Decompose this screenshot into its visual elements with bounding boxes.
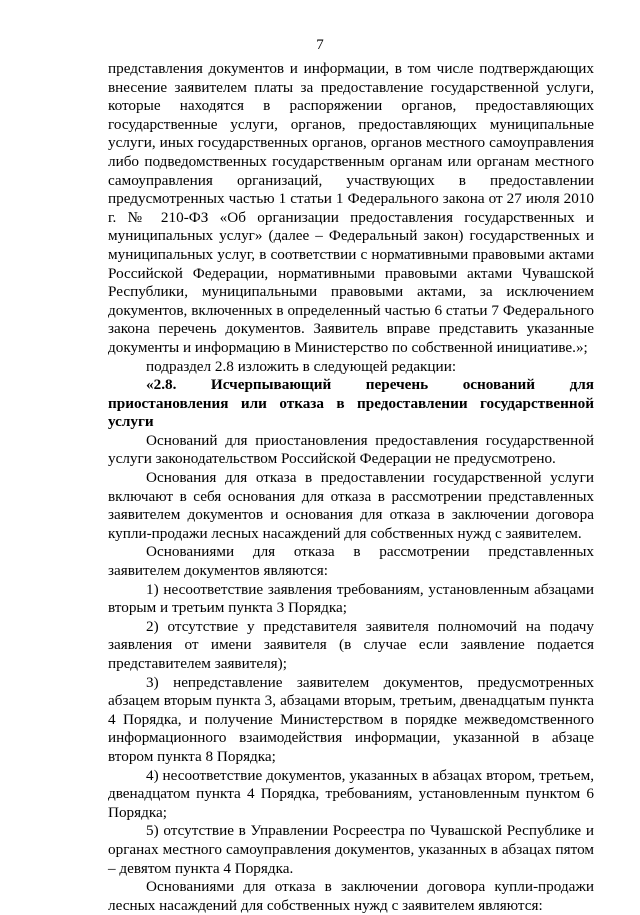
list-item-2: 2) отсутствие у представителя заявителя полномочий на подачу заявления от имени заявителя (в случае если заявление подается представителем заявителя); [108, 617, 594, 672]
section-heading-2-8: «2.8. Исчерпывающий перечень оснований для приостановления или отказа в предоставлении государственной услуги [108, 376, 594, 431]
paragraph-subsection-instruction: подраздел 2.8 изложить в следующей редакции: [146, 357, 457, 375]
page-number: 7 [316, 37, 324, 53]
paragraph-refusal-grounds-overview: Основания для отказа в предоставлении государственной услуги включают в себя основания для отказа в рассмотрении представленных заявителем документов и основания для отказа в заключении договора купли-продажи лесных насаждений для собственных нужд с заявителем. [108, 469, 594, 542]
list-item-5: 5) отсутствие в Управлении Росреестра по Чувашской Республике и органах местного самоуправления документов, указанных в абзацах пятом – девятом пункта 4 Порядка. [108, 822, 594, 877]
paragraph-no-suspension-grounds: Оснований для приостановления предоставления государственной услуги законодательством Российской Федерации не предусмотрено. [108, 431, 594, 468]
document-body [108, 60, 594, 915]
list-item-1: 1) несоответствие заявления требованиям, установленным абзацами вторым и третьим пункта 3 Порядка; [108, 580, 594, 617]
list-item-3: 3) непредставление заявителем документов, предусмотренных абзацем вторым пункта 3, абзацами вторым, третьим, двенадцатым пункта 4 Порядка, и получение Министерством в порядке межведомственного информационного взаимодействия информации, указанной в абзаце втором пункта 8 Порядка; [108, 673, 594, 765]
paragraph-refusal-contract-intro: Основаниями для отказа в заключении договора купли-продажи лесных насаждений для собственных нужд с заявителем являются: [108, 878, 594, 914]
paragraph-documents-continuation: представления документов и информации, в том числе подтверждающих внесение заявителем платы за предоставление государственной услуги, которые находятся в распоряжении органов, предоставляющих государственные услуги, органов, предоставляющих муниципальные услуги, иных государственных органов, органов местного самоуправления либо подведомственных государственным органам или органам местного самоуправления организаций, участвующих в предоставлении предусмотренных частью 1 статьи 1 Федерального закона от 27 июля 2010 г. № 210-ФЗ «Об организации предоставления государственных и муниципальных услуг» (далее – Федеральный закон) государственных и муниципальных услуг, в соответствии с нормативными правовыми актами Российской Федерации, нормативными правовыми актами Чувашской Республики, муниципальными правовыми актами, за исключением документов, включенных в определенный частью 6 статьи 7 Федерального закона перечень документов. Заявитель вправе представить указанные документы и информацию в Министерство по собственной инициативе.»; [108, 60, 594, 356]
paragraph-refusal-review-intro: Основаниями для отказа в рассмотрении представленных заявителем документов являются: [108, 543, 594, 580]
list-item-4: 4) несоответствие документов, указанных в абзацах втором, третьем, двенадцатом пункта 4 Порядка, требованиям, установленным пунктом 6 Порядка; [108, 766, 594, 821]
